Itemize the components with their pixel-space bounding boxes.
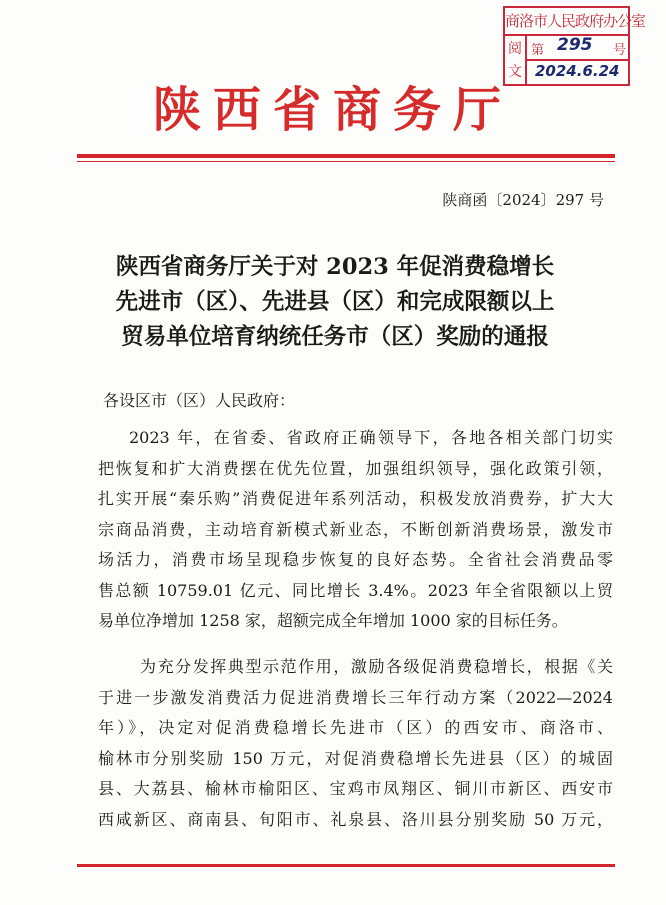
title-line: 先进市（区）、先进县（区）和完成限额以上 <box>115 289 555 315</box>
document-title <box>60 250 610 355</box>
title-line: 贸易单位培育纳统任务市（区）奖励的通报 <box>121 324 549 350</box>
body-line: 于进一步激发消费活力促进消费增长三年行动方案（2022—2024 <box>98 687 613 707</box>
letterhead-agency-name: 陕西省商务厅 <box>152 82 513 138</box>
body-line: 榆林市分别奖励 150 万元，对促消费稳增长先进县（区）的城固 <box>98 748 613 768</box>
body-line: 县、大荔县、榆林市榆阳区、宝鸡市凤翔区、铜川市新区、西安市 <box>98 779 613 798</box>
title-line: 陕西省商务厅关于对 2023 年促消费稳增长 <box>115 254 555 280</box>
stamp-divider <box>527 59 628 61</box>
stamp-office-name: 商洛市人民政府办公室 <box>505 8 628 36</box>
footer-rule <box>77 864 615 867</box>
body-line: 西咸新区、商南县、旬阳市、礼泉县、洛川县分别奖励 50 万元， <box>98 809 613 829</box>
body-paragraph-1 <box>98 423 613 637</box>
body-line: 售总额 10759.01 亿元、同比增长 3.4%。2023 年全省限额以上贸 <box>98 580 613 600</box>
stamp-handwritten-number: 295 <box>557 35 593 55</box>
letterhead-rule-thin <box>77 161 615 162</box>
body-line: 为充分发挥典型示范作用，激励各级促消费稳增长，根据《关 <box>140 657 613 676</box>
letterhead-rule-thick <box>77 154 615 158</box>
body-line: 2023 年，在省委、省政府正确领导下，各地各相关部门切实 <box>129 428 613 447</box>
body-line: 易单位净增加 1258 家，超额完成全年增加 1000 家的目标任务。 <box>98 611 568 630</box>
document-number: 陕商函〔2024〕297 号 <box>442 191 604 209</box>
body-line: 把恢复和扩大消费摆在优先位置，加强组织领导，强化政策引领， <box>98 458 613 478</box>
body-line: 宗商品消费，主动培育新模式新业态，不断创新消费场景，激发市 <box>98 519 613 539</box>
stamp-di-label: 第 <box>531 43 545 58</box>
body-paragraph-2 <box>98 652 613 835</box>
stamp-handwritten-date: 2024.6.24 <box>535 62 620 80</box>
stamp-side-label <box>505 36 527 84</box>
body-line: 扎实开展“秦乐购”消费促进年系列活动，积极发放消费券，扩大大 <box>98 489 613 508</box>
receipt-stamp <box>503 6 646 86</box>
stamp-side-char-2: 文 <box>508 64 522 80</box>
body-line: 场活力，消费市场呈现稳步恢复的良好态势。全省社会消费品零 <box>98 550 613 569</box>
stamp-side-char-1: 阅 <box>508 41 522 57</box>
stamp-hao-label: 号 <box>613 43 627 58</box>
salutation: 各设区市（区）人民政府： <box>103 391 296 410</box>
body-line: 年）》，决定对促消费稳增长先进市（区）的西安市、商洛市、 <box>98 718 613 737</box>
